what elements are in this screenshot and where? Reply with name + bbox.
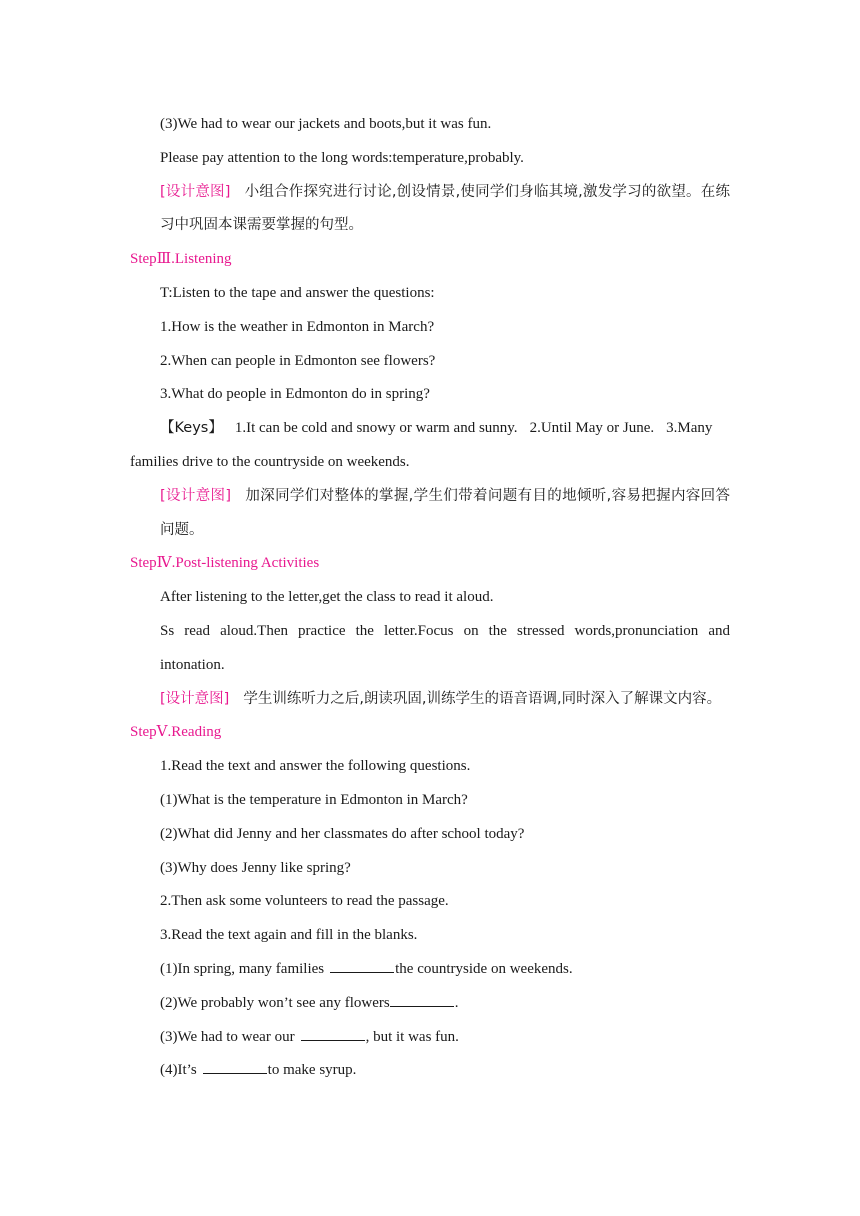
key-answer-1: 1.It can be cold and snowy or warm and sunny.	[234, 420, 518, 437]
fill-blank-text: .	[454, 994, 459, 1011]
answer-blank	[330, 958, 394, 973]
fill-blank-text: to make syrup.	[267, 1062, 357, 1079]
answer-blank	[390, 992, 454, 1007]
document-body	[130, 108, 730, 1088]
activity-line-1: After listening to the letter,get the class to read it aloud.	[160, 589, 494, 606]
fill-blank-text: the countryside on weekends.	[395, 960, 573, 977]
reading-question-2: (2)What did Jenny and her classmates do after school today?	[160, 825, 525, 842]
step-heading-post-listening: StepⅣ.Post-listening Activities	[130, 555, 320, 572]
fill-blank-text: (1)In spring, many families	[160, 960, 325, 977]
design-intent-text: 加深同学们对整体的掌握,学生们带着问题有目的地倾听,容易把握内容回答问题。	[160, 487, 730, 538]
key-answer-3: 3.Many	[666, 420, 713, 437]
fill-blank-text: , but it was fun.	[365, 1028, 459, 1045]
question-3: 3.What do people in Edmonton do in spring?	[160, 386, 430, 403]
sentence-line: (3)We had to wear our jackets and boots,but it was fun.	[160, 116, 492, 132]
design-intent-text: 学生训练听力之后,朗读巩固,训练学生的语音语调,同时深入了解课文内容。	[243, 690, 722, 707]
design-intent-label: [设计意图]	[160, 487, 232, 504]
design-intent-3	[130, 683, 730, 717]
design-intent-label: [设计意图]	[160, 183, 231, 200]
note-line: Please pay attention to the long words:temperature,probably.	[160, 149, 524, 166]
design-intent-2	[130, 480, 730, 548]
fill-blank-2	[130, 987, 730, 1021]
keys-line-continued: families drive to the countryside on weekends.	[130, 453, 410, 470]
fill-blank-text: (2)We probably won’t see any flowers	[160, 994, 390, 1011]
step-heading-reading: StepⅤ.Reading	[130, 724, 222, 741]
fill-blank-3	[130, 1021, 730, 1055]
fill-blank-1	[130, 953, 730, 987]
design-intent-text: 小组合作探究进行讨论,创设情景,使同学们身临其境,激发学习的欲望。在练习中巩固本课需要掌握的句型。	[160, 183, 730, 234]
fill-blank-text: (3)We had to wear our	[160, 1028, 295, 1045]
reading-question-1: (1)What is the temperature in Edmonton in March?	[160, 791, 468, 808]
teacher-instruction: T:Listen to the tape and answer the questions:	[160, 284, 435, 301]
fill-blank-4	[130, 1054, 730, 1088]
keys-label: 【Keys】	[160, 420, 223, 437]
reading-task-1: 1.Read the text and answer the following questions.	[160, 758, 471, 775]
design-intent-label: [设计意图]	[160, 690, 230, 707]
design-intent-1	[130, 176, 730, 244]
keys-line	[130, 412, 730, 446]
key-answer-2: 2.Until May or June.	[529, 420, 655, 437]
activity-line-2: Ss read aloud.Then practice the letter.Focus on the stressed words,pronunciation and intonation.	[160, 622, 730, 673]
question-2: 2.When can people in Edmonton see flowers?	[160, 352, 436, 369]
fill-blank-text: (4)It’s	[160, 1062, 197, 1079]
question-1: 1.How is the weather in Edmonton in March?	[160, 318, 435, 335]
reading-question-3: (3)Why does Jenny like spring?	[160, 859, 351, 876]
step-heading-listening: StepⅢ.Listening	[130, 251, 232, 268]
answer-blank	[301, 1026, 365, 1041]
reading-task-3: 3.Read the text again and fill in the blanks.	[160, 927, 418, 944]
reading-task-2: 2.Then ask some volunteers to read the passage.	[160, 893, 449, 910]
answer-blank	[203, 1059, 267, 1074]
